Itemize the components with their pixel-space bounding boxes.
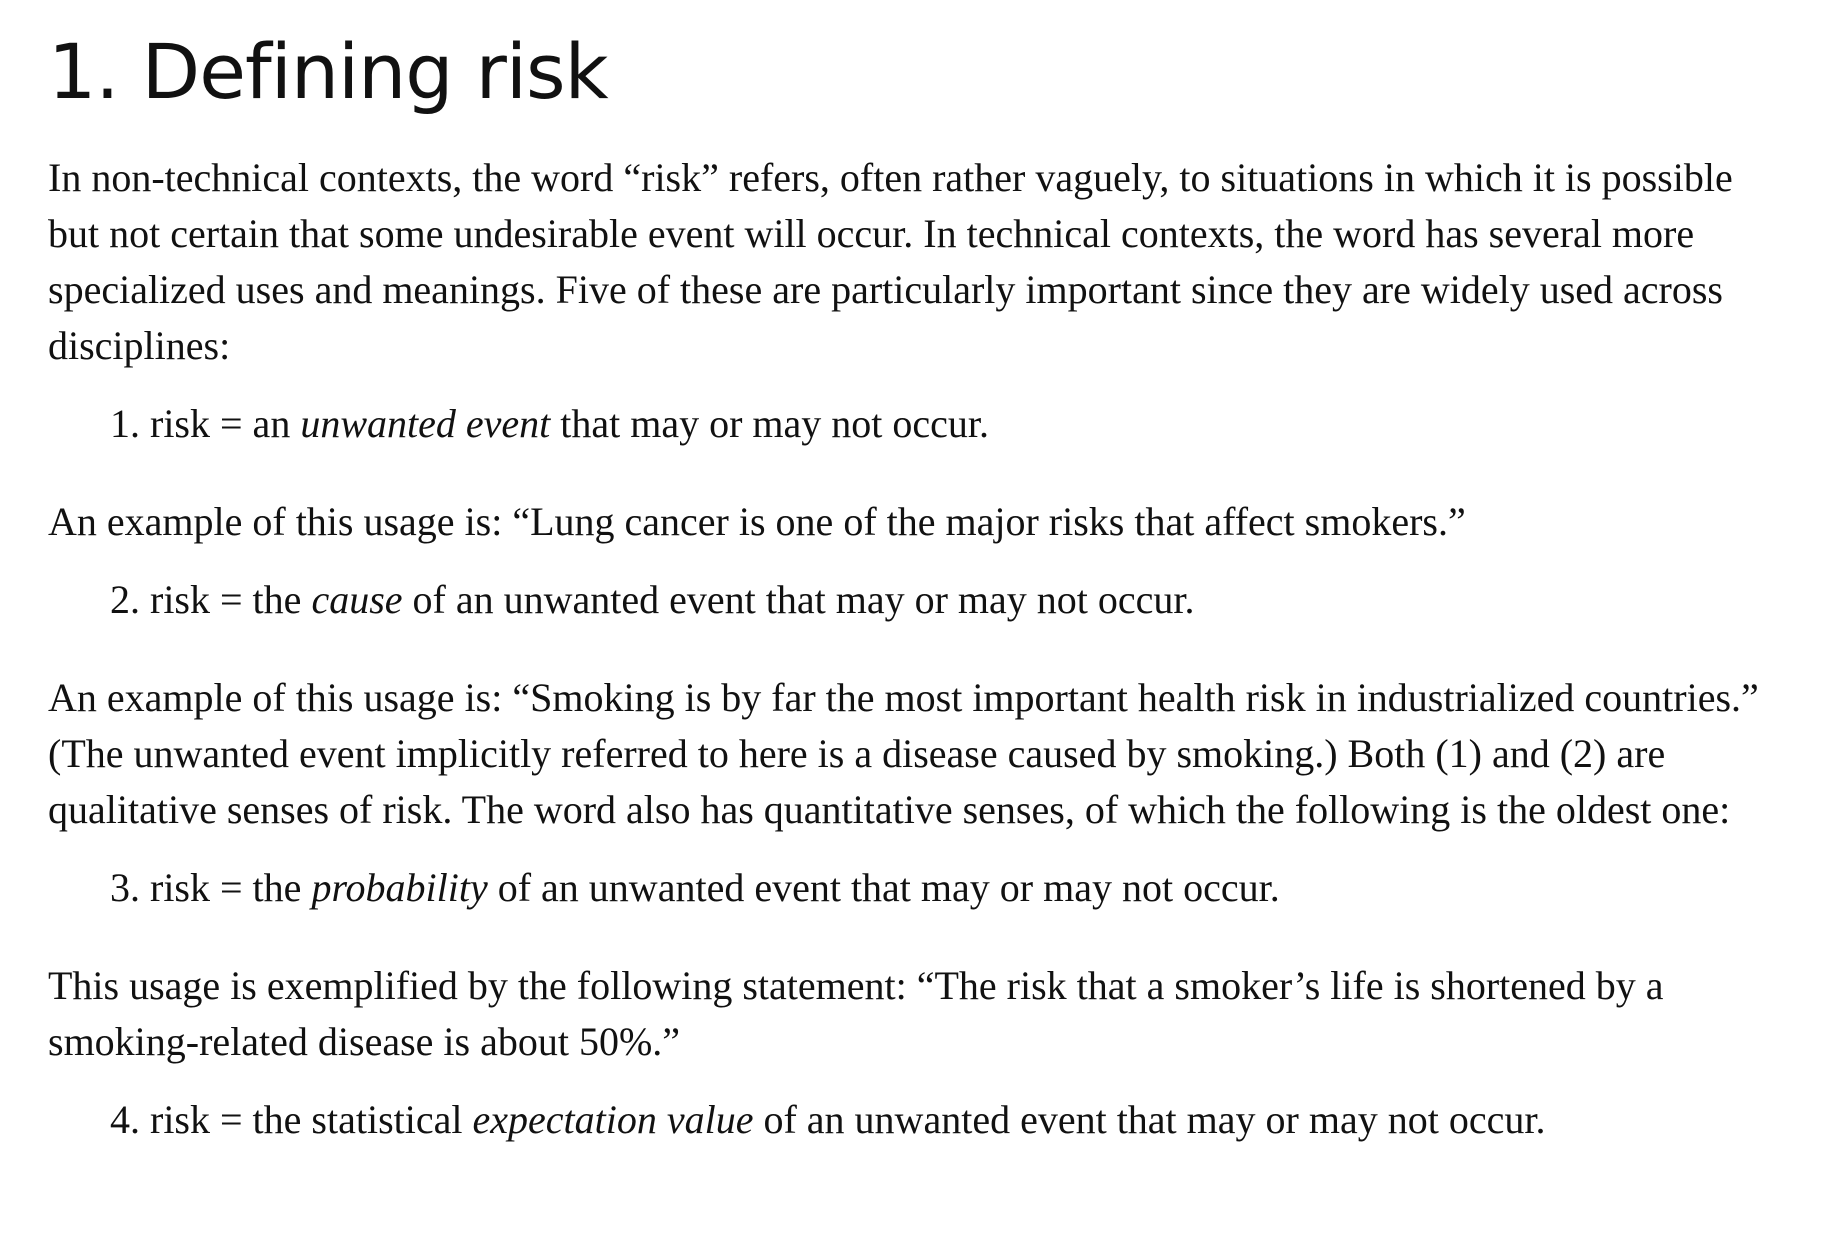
item-number: 4. (110, 1097, 140, 1142)
item-text-pre: risk = the statistical (150, 1097, 473, 1142)
example-paragraph-1: An example of this usage is: “Lung cancer is one of the major risks that affect smokers.” (48, 499, 1466, 544)
definition-item-4 (48, 1092, 1778, 1148)
item-emphasis: expectation value (472, 1097, 754, 1142)
section-heading: 1. Defining risk (48, 27, 608, 116)
item-text-pre: risk = the (150, 577, 312, 622)
item-number: 3. (110, 865, 140, 910)
intro-paragraph: In non-technical contexts, the word “risk” refers, often rather vaguely, to situations in which it is possible but not certain that some undesirable event will occur. In technical contexts, the word has several more specialized uses and meanings. Five of these are particularly important since they are widely used across disciplines: (48, 155, 1733, 368)
example-paragraph-3: This usage is exemplified by the following statement: “The risk that a smoker’s life is shortened by a smoking-related disease is about 50%.” (48, 963, 1664, 1064)
item-number: 2. (110, 577, 140, 622)
item-number: 1. (110, 401, 140, 446)
article (48, 0, 1778, 1148)
item-text-post: of an unwanted event that may or may not occur. (487, 865, 1280, 910)
definition-item-2 (48, 572, 1778, 628)
definition-item-1 (48, 396, 1778, 452)
item-text-post: that may or may not occur. (550, 401, 990, 446)
item-text-post: of an unwanted event that may or may not occur. (402, 577, 1195, 622)
item-emphasis: cause (311, 577, 403, 622)
item-emphasis: unwanted event (300, 401, 551, 446)
item-text-pre: risk = an (150, 401, 301, 446)
item-emphasis: probability (311, 865, 488, 910)
item-text-post: of an unwanted event that may or may not occur. (753, 1097, 1546, 1142)
definition-item-3 (48, 860, 1778, 916)
example-paragraph-2: An example of this usage is: “Smoking is by far the most important health risk in industrialized countries.” (The unwanted event implicitly referred to here is a disease caused by smoking.) Both (1) and (2) are qualitative senses of risk. The word also has quantitative senses, of which the following is the oldest one: (48, 675, 1759, 832)
item-text-pre: risk = the (150, 865, 312, 910)
